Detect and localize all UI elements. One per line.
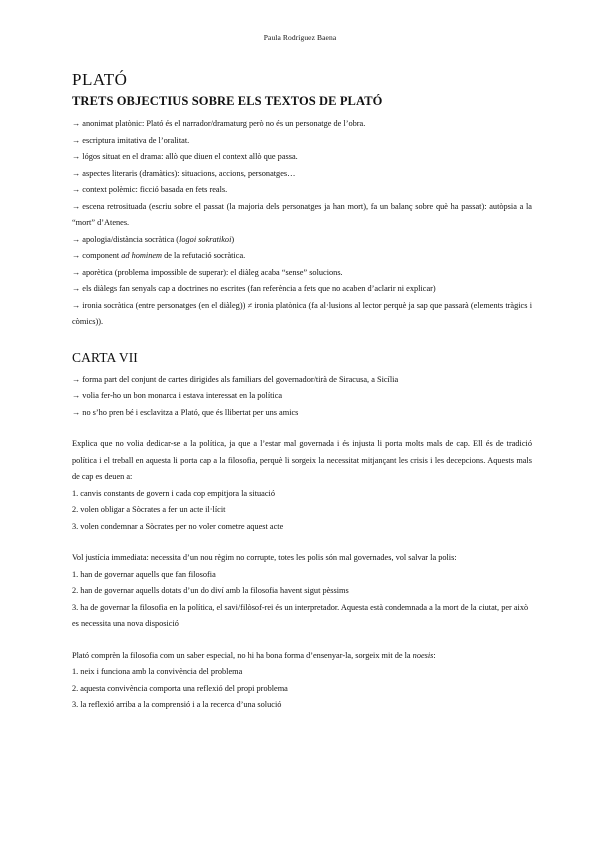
arrow-icon: → (72, 135, 81, 145)
arrow-icon: → (72, 267, 81, 277)
section-heading-carta-vii: CARTA VII (72, 349, 138, 365)
paragraph-noesis (72, 648, 532, 665)
trait-item: → ironia socràtica (entre personatges (en el diàleg)) ≠ ironia platònica (fa al·lusions al lector perquè ja sap que passarà (elements tràgics i còmics)). (72, 300, 532, 326)
page-title: PLATÓ (72, 70, 128, 89)
arrow-icon: → (72, 251, 81, 260)
numbered-item: 2. han de governar aquells dotats d’un do diví amb la filosofia havent sigut pèssims (72, 586, 349, 595)
traits-list (72, 116, 532, 331)
trait-item: → aspectes literaris (dramàtics): situacions, accions, personatges… (72, 168, 296, 178)
arrow-icon: → (72, 300, 81, 310)
numbered-list-troubles (72, 486, 532, 536)
noesis-term: noesis (412, 650, 434, 660)
arrow-icon: → (72, 407, 81, 417)
numbered-item: 2. volen obligar a Sòcrates a fer un acte il·lícit (72, 505, 226, 514)
carta-item: → no s’ho pren bé i esclavitza a Plató, que és llibertat per uns amics (72, 407, 299, 417)
arrow-icon: → (72, 185, 81, 194)
numbered-item: 3. volen condemnar a Sòcrates per no voler cometre aquest acte (72, 521, 284, 531)
carta-item: → forma part del conjunt de cartes dirigides als familiars del governador/tirà de Siracusa, a Sicília (72, 374, 399, 384)
arrow-icon: → (72, 374, 81, 384)
paragraph-politics: Explica que no volia dedicar-se a la política, ja que a l’estar mal governada i és injusta li porta molts mals de cap. Ell és de tradició política i el treball en aquesta li porta cap a la filosofia, perquè li sorgeix la necessitat mitjançant les crisis i les decepcions. Aquests mals de cap es deuen a: (72, 439, 532, 481)
arrow-icon: → (72, 152, 81, 161)
arrow-icon: → (72, 234, 81, 244)
trait-item: → anonimat platònic: Plató és el narrador/dramaturg però no és un personatge de l’obra. (72, 119, 366, 128)
numbered-item: 3. ha de governar la filosofia en la política, el savi/filòsof-rei és un interpretador. Aquesta està condemnada a la mort de la ciutat, per això es necessita una nova disposició (72, 602, 529, 628)
carta-arrow-list (72, 372, 532, 422)
arrow-icon: → (72, 391, 81, 400)
numbered-item: 1. canvis constants de govern i cada cop empitjora la situació (72, 488, 275, 498)
trait-item: → escriptura imitativa de l’oralitat. (72, 135, 190, 145)
numbered-list-philosophy (72, 664, 532, 714)
paragraph-noesis-text: Plató comprèn la filosofia com un saber especial, no hi ha bona forma d’ensenyar-la, sorgeix mit de la (72, 650, 413, 660)
numbered-item: 1. han de governar aquells que fan filosofia (72, 569, 216, 579)
carta-item: → volia fer-ho un bon monarca i estava interessat en la política (72, 391, 283, 400)
trait-item: → aporètica (problema impossible de superar): el diàleg acaba “sense” solucions. (72, 267, 343, 277)
arrow-icon: → (72, 119, 81, 128)
trait-item: → els diàlegs fan senyals cap a doctrines no escrites (fan referència a fets que no acaben d’aclarir ni explicar) (72, 284, 436, 293)
arrow-icon: → (72, 284, 81, 293)
numbered-item: 1. neix i funciona amb la convivència del problema (72, 667, 243, 676)
document-body (72, 70, 532, 714)
numbered-list-governance (72, 567, 532, 633)
numbered-item: 3. la reflexió arriba a la comprensió i a la recerca d’una solució (72, 700, 282, 709)
section-heading-traits: TRETS OBJECTIUS SOBRE ELS TEXTOS DE PLATÓ (72, 94, 383, 108)
trait-item: → apologia/distància socràtica (logoi sokratikoi) (72, 234, 235, 244)
paragraph-noesis-end: : (433, 650, 436, 660)
arrow-icon: → (72, 168, 81, 178)
trait-item: → component ad hominem de la refutació socràtica. (72, 251, 246, 260)
paragraph-justice: Vol justícia immediata: necessita d’un nou règim no corrupte, totes les polis són mal governades, vol salvar la polis: (72, 553, 457, 562)
arrow-icon: → (72, 201, 81, 211)
trait-item: → context polèmic: ficció basada en fets reals. (72, 185, 228, 194)
trait-item: → escena retrosituada (escriu sobre el passat (la majoria dels personatges ja han mort), fa un balanç sobre què ha passat): autòpsia a la “mort” d’Atenes. (72, 201, 532, 227)
page-header-author: Paula Rodríguez Baena (263, 33, 337, 42)
numbered-item: 2. aquesta convivència comporta una reflexió del propi problema (72, 683, 288, 693)
trait-item: → lógos situat en el drama: allò que diuen el context allò que passa. (72, 152, 298, 161)
